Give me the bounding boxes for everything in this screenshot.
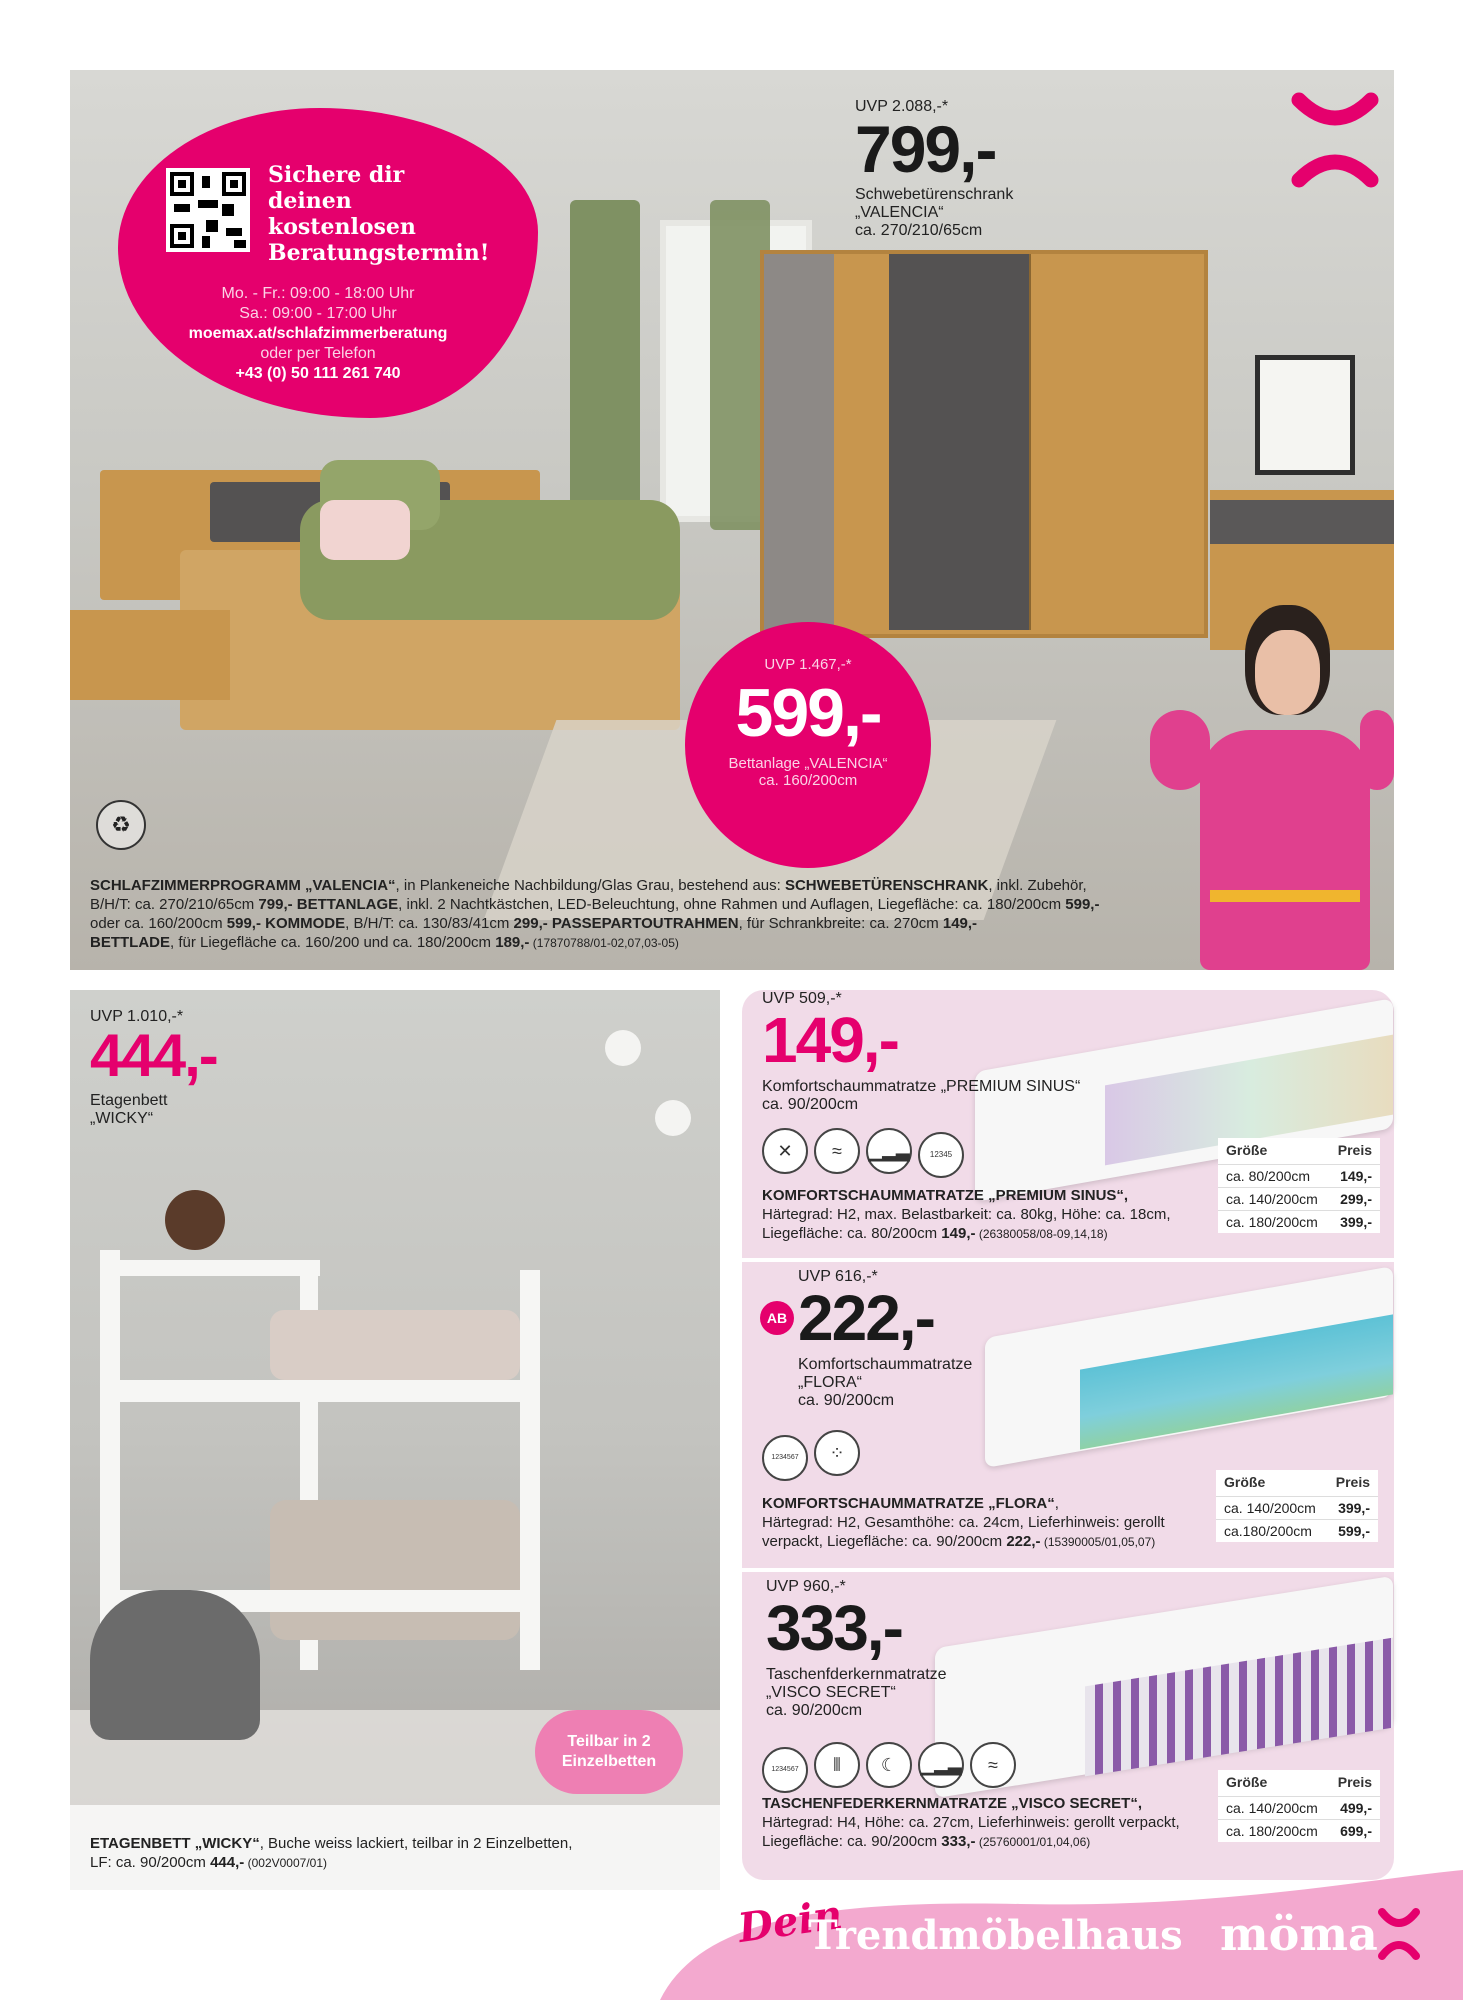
price-cell: 299,-	[1329, 1188, 1381, 1211]
height-steps-icon: ▁▂▃	[918, 1742, 964, 1788]
hero-desc-l3-bold: 599,- KOMMODE	[226, 915, 346, 932]
brand-x-icon	[1376, 1906, 1422, 1962]
flora-th-price: Preis	[1335, 1474, 1370, 1490]
washable-cover-icon: ≈	[970, 1742, 1016, 1788]
flora-uvp: UVP 616,-*	[798, 1268, 878, 1285]
split-badge-line2: Einzelbetten	[561, 1753, 657, 1770]
flora-size-table	[1216, 1470, 1378, 1542]
size-cell: ca. 140/200cm	[1216, 1497, 1327, 1520]
flora-th-size: Größe	[1224, 1474, 1266, 1490]
bunk-desc-line2: LF: ca. 90/200cm	[90, 1854, 211, 1871]
visco-desc-price: 333,-	[941, 1833, 976, 1850]
side-sleeper-icon: ☾	[866, 1742, 912, 1788]
hero-desc-l1-text: , in Plankeneiche Nachbildung/Glas Grau, bestehend aus:	[395, 877, 785, 894]
wardrobe-model: „VALENCIA“	[855, 204, 944, 221]
hero-description	[90, 876, 1190, 953]
table-row	[1218, 1211, 1380, 1234]
visco-desc-line2: Härtegrad: H4, Höhe: ca. 27cm, Lieferhinweis: gerollt verpackt,	[762, 1814, 1180, 1831]
zones-icon	[918, 1132, 964, 1178]
hero-desc-l1-bold: SCHLAFZIMMERPROGRAMM „VALENCIA“	[90, 877, 396, 894]
flora-desc-line3: verpackt, Liegefläche: ca. 90/200cm	[762, 1533, 1007, 1550]
visco-uvp: UVP 960,-*	[766, 1578, 846, 1595]
visco-icons	[762, 1742, 1022, 1793]
washable-cover-icon: ≈	[814, 1128, 860, 1174]
consult-or-phone: oder per Telefon	[260, 345, 376, 362]
eco-icon: ♻	[96, 800, 146, 850]
bed-price: 599,-	[735, 675, 881, 751]
visco-zones-text: 1234567	[771, 1766, 799, 1773]
flora-ab-badge: AB	[760, 1301, 794, 1335]
sinus-name: Komfortschaummatratze „PREMIUM SINUS“	[762, 1078, 1081, 1095]
visco-th-price: Preis	[1337, 1774, 1372, 1790]
hero-desc-l3-text: oder ca. 160/200cm	[90, 915, 227, 932]
size-cell: ca. 140/200cm	[1218, 1188, 1329, 1211]
size-cell: ca. 180/200cm	[1218, 1211, 1329, 1234]
bed-uvp: UVP 1.467,-*	[764, 656, 852, 673]
footer-brand-text: möma	[1220, 1907, 1378, 1961]
price-cell: 499,-	[1329, 1797, 1381, 1820]
consult-headline-1: Sichere dir	[268, 162, 405, 188]
flora-desc-code: (15390005/01,05,07)	[1040, 1535, 1156, 1549]
bed-price-circle	[685, 622, 931, 868]
consult-headline-4: Beratungstermin!	[268, 240, 490, 266]
hero-desc-l2-bold: 799,- BETTANLAGE	[258, 896, 399, 913]
springs-icon: ⦀	[814, 1742, 860, 1788]
sinus-size: ca. 90/200cm	[762, 1096, 859, 1113]
consult-phone[interactable]: +43 (0) 50 111 261 740	[235, 365, 401, 382]
hero-desc-l1-bold2: SCHWEBETÜRENSCHRANK	[784, 877, 989, 894]
hero-desc-l4-code: (17870788/01-02,07,03-05)	[529, 936, 679, 950]
size-cell: ca. 140/200cm	[1218, 1797, 1329, 1820]
flora-desc-price: 222,-	[1006, 1533, 1041, 1550]
flora-name-line1: Komfortschaummatratze	[798, 1356, 973, 1373]
flora-zones-text: 1234567	[771, 1454, 799, 1461]
price-cell: 399,-	[1327, 1497, 1379, 1520]
split-badge-line1: Teilbar in 2	[567, 1733, 651, 1750]
bunk-price: 444,-	[90, 1022, 217, 1089]
wardrobe-price: 799,-	[855, 112, 996, 186]
flora-icons	[762, 1430, 866, 1481]
bunk-name: Etagenbett	[90, 1092, 168, 1109]
mattress-flora-image	[985, 1262, 1393, 1472]
visco-desc-code: (25760001/01,04,06)	[975, 1835, 1091, 1849]
hero-desc-l2-text2: , inkl. 2 Nachtkästchen, LED-Beleuchtung, ohne Rahmen und Auflagen, Liegefläche: ca. 180/200cm	[398, 896, 1066, 913]
visco-name-line2: „VISCO SECRET“	[766, 1684, 896, 1701]
sinus-desc-line3: Liegefläche: ca. 80/200cm	[762, 1225, 942, 1242]
visco-size: ca. 90/200cm	[766, 1702, 863, 1719]
size-cell: ca.180/200cm	[1216, 1520, 1327, 1543]
footer-script: Dein	[735, 1890, 846, 1953]
sinus-price: 149,-	[762, 1004, 898, 1076]
visco-size-table	[1218, 1770, 1380, 1842]
visco-price: 333,-	[766, 1592, 902, 1664]
sinus-th-size: Größe	[1226, 1142, 1268, 1158]
footer-brand	[1220, 1906, 1422, 1962]
table-row	[1218, 1820, 1380, 1843]
price-cell: 699,-	[1329, 1820, 1381, 1843]
table-row	[1216, 1520, 1378, 1543]
consult-hours-weekday: Mo. - Fr.: 09:00 - 18:00 Uhr	[221, 285, 415, 302]
hero-desc-l1-text2: , inkl. Zubehör,	[988, 877, 1087, 894]
bed-size: ca. 160/200cm	[758, 772, 858, 789]
consult-url[interactable]: moemax.at/schlafzimmerberatung	[188, 325, 448, 342]
visco-desc-bold: TASCHENFEDERKERNMATRATZE „VISCO SECRET“,	[762, 1795, 1143, 1812]
visco-desc-line3: Liegefläche: ca. 90/200cm	[762, 1833, 942, 1850]
flora-name-line2: „FLORA“	[798, 1374, 862, 1391]
flora-size: ca. 90/200cm	[798, 1392, 895, 1409]
hero-desc-l4-text: , für Liegefläche ca. 160/200 und ca. 180/200cm	[170, 934, 496, 951]
size-cell: ca. 80/200cm	[1218, 1165, 1329, 1188]
hero-desc-l4-bold2: 189,-	[495, 934, 530, 951]
price-cell: 399,-	[1329, 1211, 1381, 1234]
hero-desc-l3-bold3: 149,-	[942, 915, 978, 932]
footer-slogan: Trendmöbelhaus	[808, 1912, 1183, 1959]
wardrobe-uvp: UVP 2.088,-*	[855, 98, 949, 115]
consult-hours-saturday: Sa.: 09:00 - 17:00 Uhr	[239, 305, 397, 322]
no-wash-icon: ✕	[762, 1128, 808, 1174]
wardrobe-size: ca. 270/210/65cm	[855, 222, 983, 239]
table-row	[1218, 1797, 1380, 1820]
price-cell: 149,-	[1329, 1165, 1381, 1188]
split-badge	[535, 1710, 683, 1794]
hero-desc-l3-text2: , B/H/T: ca. 130/83/41cm	[345, 915, 514, 932]
consult-blob	[118, 108, 538, 418]
pinch-logo	[1285, 90, 1385, 190]
sinus-zones-text: 12345	[929, 1150, 953, 1159]
wardrobe-image	[760, 250, 1208, 638]
sinus-desc-code: (26380058/08-09,14,18)	[975, 1227, 1108, 1241]
bunk-uvp: UVP 1.010,-*	[90, 1008, 184, 1025]
hero-desc-l4-bold: BETTLADE	[90, 934, 170, 951]
flora-desc-bold: KOMFORTSCHAUMMATRATZE „FLORA“	[762, 1495, 1055, 1512]
consult-headline-3: kostenlosen	[268, 214, 416, 240]
height-steps-icon: ▁▂▃	[866, 1128, 912, 1174]
hero-desc-l3-bold2: 299,- PASSEPARTOUTRAHMEN	[513, 915, 739, 932]
sinus-desc-price: 149,-	[941, 1225, 976, 1242]
sinus-desc-bold: KOMFORTSCHAUMMATRATZE „PREMIUM SINUS“,	[762, 1187, 1129, 1204]
zones-icon	[762, 1747, 808, 1793]
bunk-desc-code: (002V0007/01)	[244, 1856, 327, 1870]
sinus-uvp: UVP 509,-*	[762, 990, 842, 1007]
bunk-model: „WICKY“	[90, 1110, 154, 1127]
bunk-desc-price: 444,-	[210, 1854, 245, 1871]
table-row	[1216, 1497, 1378, 1520]
bunk-description	[90, 1834, 710, 1873]
zones-icon	[762, 1435, 808, 1481]
flora-desc-comma: ,	[1054, 1495, 1059, 1512]
bunk-desc-text: , Buche weiss lackiert, teilbar in 2 Einzelbetten,	[259, 1835, 573, 1852]
flora-desc-line2: Härtegrad: H2, Gesamthöhe: ca. 24cm, Lieferhinweis: gerollt	[762, 1514, 1165, 1531]
sinus-size-table	[1218, 1138, 1380, 1233]
visco-name-line1: Taschenfderkernmatratze	[766, 1666, 947, 1683]
bed-name: Bettanlage „VALENCIA“	[728, 755, 888, 772]
size-cell: ca. 180/200cm	[1218, 1820, 1329, 1843]
sinus-icons	[762, 1128, 970, 1178]
qr-code-icon[interactable]	[166, 168, 250, 252]
bunk-desc-bold: ETAGENBETT „WICKY“	[90, 1835, 260, 1852]
flora-price: 222,-	[798, 1282, 934, 1354]
visco-th-size: Größe	[1226, 1774, 1268, 1790]
hero-desc-l2-text: B/H/T: ca. 270/210/65cm	[90, 896, 259, 913]
table-row	[1218, 1188, 1380, 1211]
hero-desc-l3-text3: , für Schrankbreite: ca. 270cm	[738, 915, 943, 932]
sinus-th-price: Preis	[1337, 1142, 1372, 1158]
sinus-desc-line2: Härtegrad: H2, max. Belastbarkeit: ca. 80kg, Höhe: ca. 18cm,	[762, 1206, 1171, 1223]
consult-headline-2: deinen	[268, 188, 352, 214]
foam-cells-icon: ⁘	[814, 1430, 860, 1476]
price-cell: 599,-	[1327, 1520, 1379, 1543]
table-row	[1218, 1165, 1380, 1188]
wardrobe-name: Schwebetürenschrank	[855, 186, 1014, 203]
hero-desc-l2-bold2: 599,-	[1065, 896, 1100, 913]
